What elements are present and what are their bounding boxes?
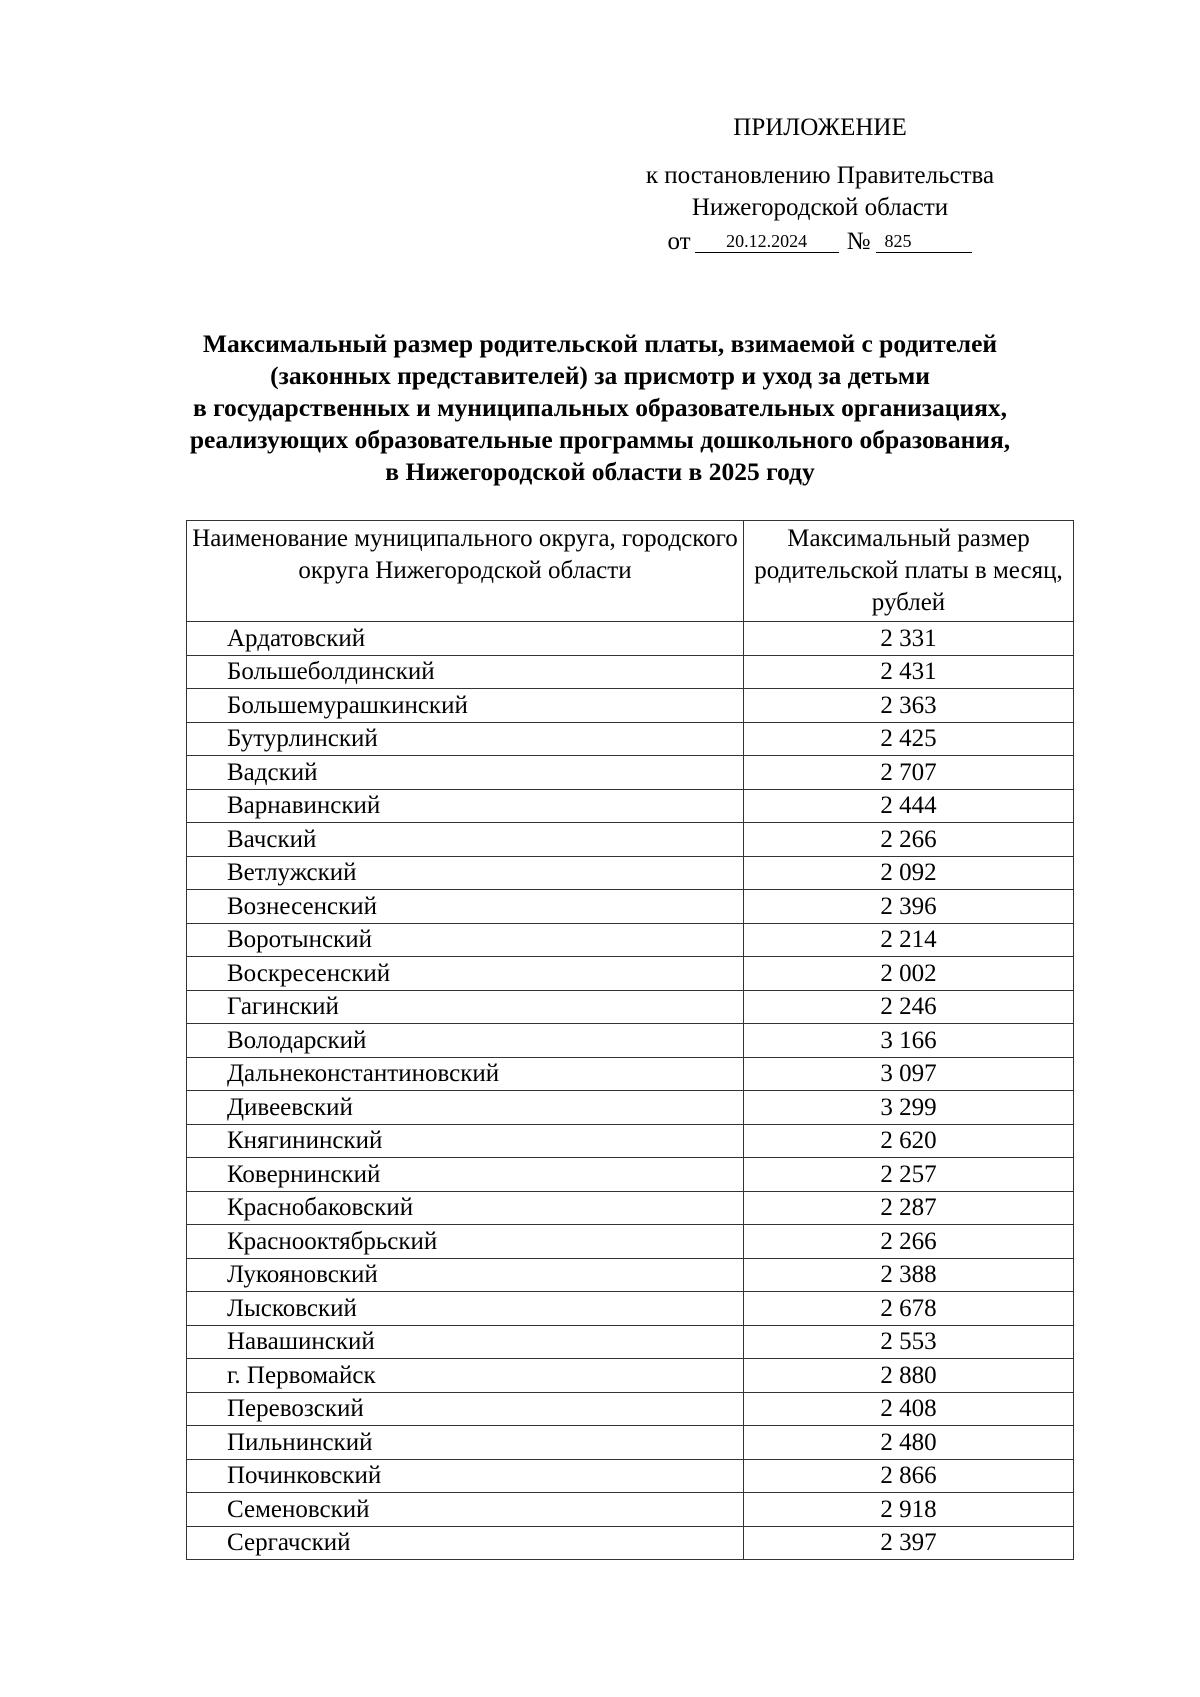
fee-value: 2 092 — [744, 856, 1074, 890]
appendix-line-2: Нижегородской области — [691, 194, 949, 221]
table-row — [187, 923, 1074, 957]
district-name: Гагинский — [187, 990, 744, 1024]
fee-value: 2 002 — [744, 957, 1074, 991]
heading-line: (законных представителей) за присмотр и уход за детьми — [270, 361, 930, 390]
table-row — [187, 1191, 1074, 1225]
district-name: Пильнинский — [187, 1426, 744, 1460]
fee-value: 2 707 — [744, 756, 1074, 790]
district-name: Дальнеконстантиновский — [187, 1057, 744, 1091]
district-name: Дивеевский — [187, 1091, 744, 1125]
district-name: Большемурашкинский — [187, 689, 744, 723]
table-row — [187, 990, 1074, 1024]
table-row — [187, 1493, 1074, 1527]
district-name: Ветлужский — [187, 856, 744, 890]
fee-value: 2 866 — [744, 1459, 1074, 1493]
fee-value: 2 880 — [744, 1359, 1074, 1393]
table-row — [187, 1258, 1074, 1292]
column-header-fee: Максимальный размер родительской платы в месяц, рублей — [744, 521, 1074, 622]
fee-value: 2 257 — [744, 1158, 1074, 1192]
resolution-details — [580, 226, 1060, 258]
fee-value: 2 396 — [744, 890, 1074, 924]
table-row — [187, 722, 1074, 756]
heading-line: в Нижегородской области в 2025 году — [385, 457, 815, 486]
table-row — [187, 856, 1074, 890]
district-name: Воротынский — [187, 923, 744, 957]
table-row — [187, 957, 1074, 991]
district-name: Семеновский — [187, 1493, 744, 1527]
fee-value: 2 388 — [744, 1258, 1074, 1292]
heading-line: реализующих образовательные программы дошкольного образования, — [189, 425, 1011, 454]
district-name: Княгининский — [187, 1124, 744, 1158]
district-name: Варнавинский — [187, 789, 744, 823]
table-row — [187, 890, 1074, 924]
district-name: Краснобаковский — [187, 1191, 744, 1225]
fee-value: 3 097 — [744, 1057, 1074, 1091]
appendix-block — [580, 112, 1060, 258]
table-row — [187, 1057, 1074, 1091]
table-row — [187, 823, 1074, 857]
district-name: Лукояновский — [187, 1258, 744, 1292]
table-row — [187, 789, 1074, 823]
resolution-number: 825 — [876, 230, 972, 253]
table-body — [187, 622, 1074, 1560]
appendix-line-1: к постановлению Правительства — [645, 162, 995, 189]
fee-value: 2 425 — [744, 722, 1074, 756]
table-row — [187, 1292, 1074, 1326]
table-header-row — [187, 521, 1074, 622]
fee-value: 2 266 — [744, 823, 1074, 857]
heading-line: в государственных и муниципальных образовательных организациях, — [192, 393, 1008, 422]
fee-value: 3 166 — [744, 1024, 1074, 1058]
district-name: Навашинский — [187, 1325, 744, 1359]
table-row — [187, 1426, 1074, 1460]
district-name: Вачский — [187, 823, 744, 857]
column-header-district: Наименование муниципального округа, городского округа Нижегородской области — [187, 521, 744, 622]
table-row — [187, 1091, 1074, 1125]
document-heading — [140, 328, 1060, 488]
table-row — [187, 1359, 1074, 1393]
district-name: Большеболдинский — [187, 655, 744, 689]
number-sign: № — [846, 228, 871, 255]
district-name: Ковернинский — [187, 1158, 744, 1192]
table-row — [187, 1459, 1074, 1493]
table-row — [187, 1526, 1074, 1560]
table-row — [187, 756, 1074, 790]
fee-value: 2 553 — [744, 1325, 1074, 1359]
district-name: Починковский — [187, 1459, 744, 1493]
district-name: Вадский — [187, 756, 744, 790]
district-name: Воскресенский — [187, 957, 744, 991]
district-name: Бутурлинский — [187, 722, 744, 756]
table-row — [187, 1225, 1074, 1259]
table-row — [187, 1124, 1074, 1158]
fee-value: 2 214 — [744, 923, 1074, 957]
resolution-date: 20.12.2024 — [695, 230, 839, 253]
fee-value: 2 480 — [744, 1426, 1074, 1460]
table-row — [187, 1158, 1074, 1192]
district-name: г. Первомайск — [187, 1359, 744, 1393]
district-name: Сергачский — [187, 1526, 744, 1560]
table-row — [187, 689, 1074, 723]
fee-value: 3 299 — [744, 1091, 1074, 1125]
fee-value: 2 246 — [744, 990, 1074, 1024]
heading-line: Максимальный размер родительской платы, взимаемой с родителей — [202, 329, 998, 358]
fee-value: 2 397 — [744, 1526, 1074, 1560]
district-name: Перевозский — [187, 1392, 744, 1426]
table-row — [187, 655, 1074, 689]
table-row — [187, 1325, 1074, 1359]
district-name: Краснооктябрьский — [187, 1225, 744, 1259]
table-row — [187, 1024, 1074, 1058]
district-name: Вознесенский — [187, 890, 744, 924]
fee-value: 2 287 — [744, 1191, 1074, 1225]
fee-value: 2 363 — [744, 689, 1074, 723]
table-row — [187, 1392, 1074, 1426]
date-prefix: от — [667, 228, 691, 255]
table-row — [187, 622, 1074, 656]
fee-value: 2 918 — [744, 1493, 1074, 1527]
fee-table — [186, 520, 1074, 1560]
fee-value: 2 331 — [744, 622, 1074, 656]
appendix-title: ПРИЛОЖЕНИЕ — [733, 114, 907, 141]
fee-value: 2 408 — [744, 1392, 1074, 1426]
district-name: Лысковский — [187, 1292, 744, 1326]
fee-value: 2 444 — [744, 789, 1074, 823]
district-name: Ардатовский — [187, 622, 744, 656]
fee-value: 2 678 — [744, 1292, 1074, 1326]
district-name: Володарский — [187, 1024, 744, 1058]
fee-value: 2 620 — [744, 1124, 1074, 1158]
fee-value: 2 431 — [744, 655, 1074, 689]
fee-value: 2 266 — [744, 1225, 1074, 1259]
